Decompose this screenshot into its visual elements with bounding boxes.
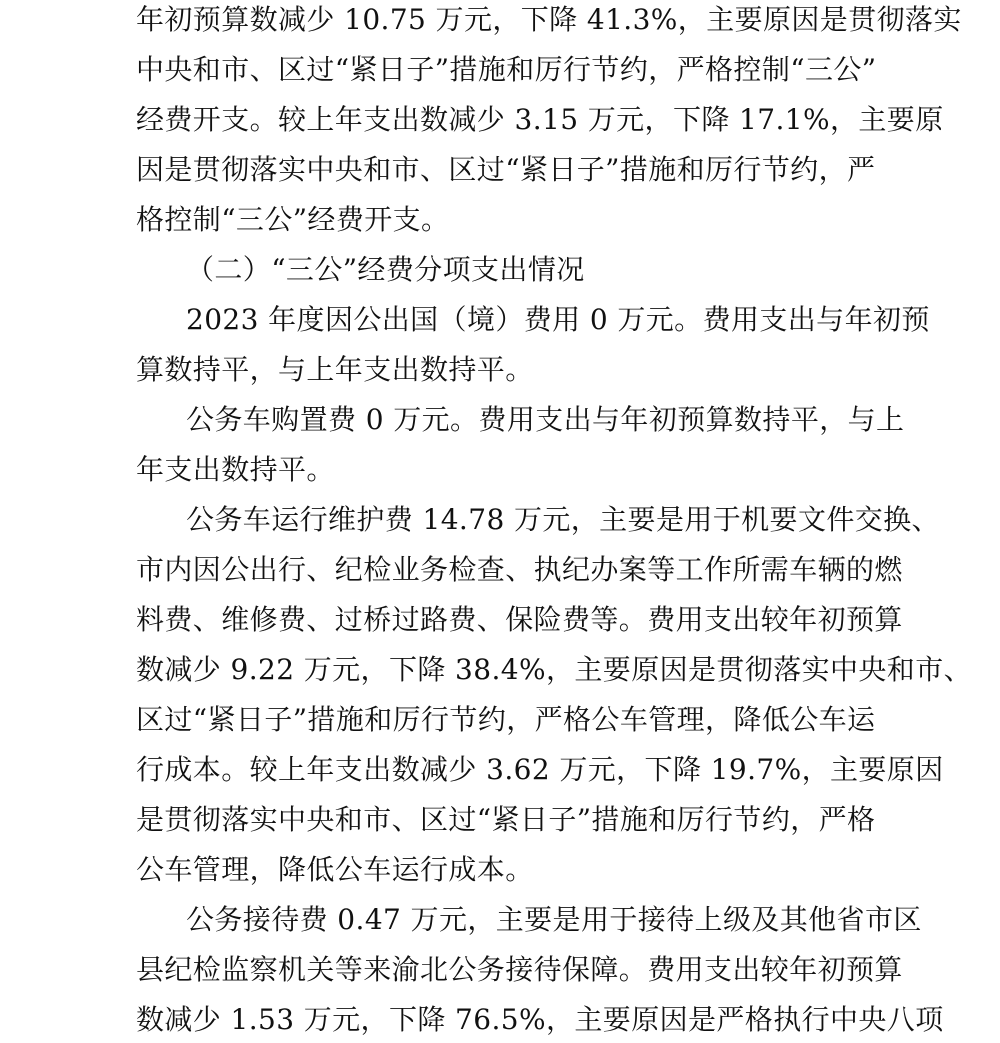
paragraph-line: 2023 年度因公出国（境）费用 0 万元。费用支出与年初预 [186, 303, 930, 336]
paragraph-line: 算数持平，与上年支出数持平。 [136, 353, 534, 386]
paragraph-line: 公务车运行维护费 14.78 万元，主要是用于机要文件交换、 [186, 503, 940, 536]
paragraph-line: 年初预算数减少 10.75 万元，下降 41.3%，主要原因是贯彻落实 [136, 3, 962, 36]
paragraph-line: 因是贯彻落实中央和市、区过“紧日子”措施和厉行节约，严 [136, 153, 876, 186]
section-heading: （二）“三公”经费分项支出情况 [186, 253, 585, 286]
paragraph-line: 格控制“三公”经费开支。 [136, 203, 450, 236]
paragraph-line: 中央和市、区过“紧日子”措施和厉行节约，严格控制“三公” [136, 53, 877, 86]
paragraph-line: 区过“紧日子”措施和厉行节约，严格公车管理，降低公车运 [136, 703, 876, 736]
paragraph-line: 行成本。较上年支出数减少 3.62 万元，下降 19.7%，主要原因 [136, 753, 944, 786]
paragraph-line: 数减少 9.22 万元，下降 38.4%，主要原因是贯彻落实中央和市、 [136, 653, 972, 686]
paragraph-line: 年支出数持平。 [136, 453, 335, 486]
paragraph-line: 是贯彻落实中央和市、区过“紧日子”措施和厉行节约，严格 [136, 803, 876, 836]
paragraph-line: 县纪检监察机关等来渝北公务接待保障。费用支出较年初预算 [136, 953, 903, 986]
paragraph-line: 公车管理，降低公车运行成本。 [136, 853, 534, 886]
paragraph-line: 公务车购置费 0 万元。费用支出与年初预算数持平，与上 [186, 403, 905, 436]
paragraph-line: 公务接待费 0.47 万元，主要是用于接待上级及其他省市区 [186, 903, 922, 936]
paragraph-line: 料费、维修费、过桥过路费、保险费等。费用支出较年初预算 [136, 603, 903, 636]
paragraph-line: 经费开支。较上年支出数减少 3.15 万元，下降 17.1%，主要原 [136, 103, 944, 136]
paragraph-line: 数减少 1.53 万元，下降 76.5%，主要原因是严格执行中央八项 [136, 1003, 944, 1036]
paragraph-line: 市内因公出行、纪检业务检查、执纪办案等工作所需车辆的燃 [136, 553, 903, 586]
